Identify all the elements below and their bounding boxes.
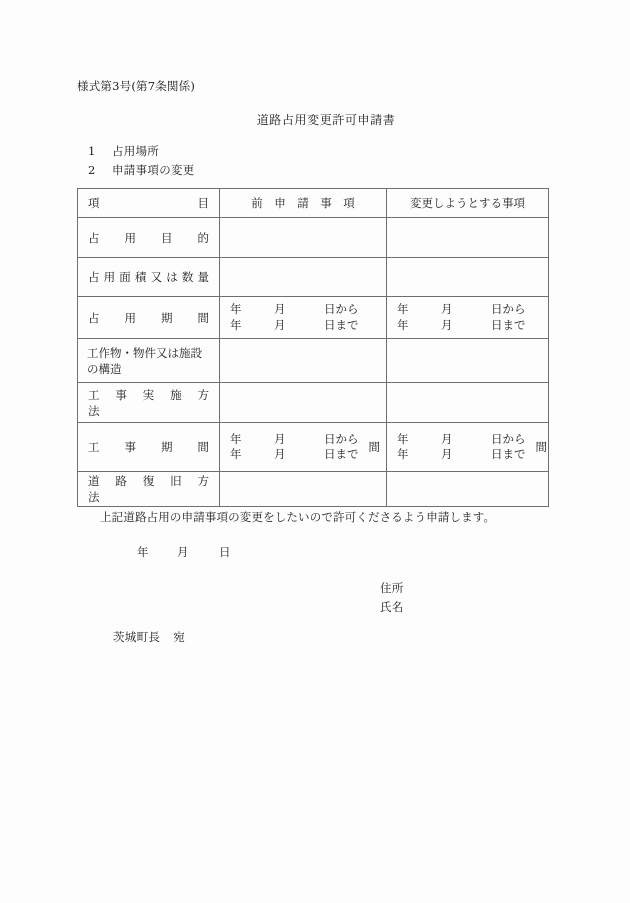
day-to-label: 日まで (491, 317, 526, 332)
application-statement: 上記道路占用の申請事項の変更をしたいので許可くださるよう申請します。 (100, 510, 496, 524)
list-item-number: 1 (88, 144, 96, 158)
year-label: 年 (230, 431, 242, 446)
month-label: 月 (274, 302, 286, 316)
year-label: 年 (137, 545, 149, 559)
row-label-occupancy-period (78, 297, 220, 339)
list-item-number: 2 (88, 163, 96, 177)
applicant-block (380, 579, 404, 617)
year-label: 年 (397, 431, 409, 446)
header-cell-changed (387, 189, 549, 218)
date-range-lines (397, 432, 526, 463)
header-label-item: 項 目 (88, 196, 209, 210)
submission-date-line (137, 544, 231, 560)
addressee-suffix: 宛 (173, 630, 186, 644)
field-occupancy-period-previous[interactable] (220, 297, 387, 339)
table-header-row (78, 189, 549, 218)
day-to-label: 日まで (491, 447, 526, 461)
field-road-restoration-previous[interactable] (220, 472, 387, 507)
month-label: 月 (441, 447, 453, 461)
header-cell-previous (220, 189, 387, 218)
table-row (78, 472, 549, 507)
list-item (88, 161, 195, 180)
field-road-restoration-changed[interactable] (387, 472, 549, 507)
row-label-text: 工 事 実 施 方 法 (88, 387, 221, 418)
day-from-label: 日から (324, 431, 359, 446)
day-from-label: 日から (491, 431, 526, 446)
table-row (78, 339, 549, 383)
addressee-line (113, 629, 185, 645)
addressee-title: 茨城町長 (113, 630, 161, 644)
form-number: 様式第3号(第7条関係) (77, 79, 196, 93)
header-label-previous: 前 申 請 事 項 (251, 196, 355, 210)
row-label-text: 占 用 期 間 (88, 310, 209, 325)
year-label: 年 (397, 447, 409, 461)
field-occupancy-area-previous[interactable] (220, 258, 387, 297)
date-range-to (230, 318, 380, 334)
date-range-lines (230, 302, 380, 333)
date-range-from (397, 432, 526, 448)
field-construction-period-changed[interactable] (387, 423, 549, 472)
field-occupancy-purpose-changed[interactable] (387, 218, 549, 258)
year-label: 年 (397, 302, 409, 316)
month-label: 月 (274, 447, 286, 461)
day-to-label: 日まで (324, 447, 359, 461)
row-label-construction-method (78, 383, 220, 423)
field-structure-changed[interactable] (387, 339, 549, 383)
list-item (88, 142, 195, 161)
row-label-occupancy-purpose (78, 218, 220, 258)
list-item-label: 占用場所 (112, 144, 160, 158)
date-range-lines (230, 432, 359, 463)
field-occupancy-area-changed[interactable] (387, 258, 549, 297)
date-range-lines (397, 302, 542, 333)
year-label: 年 (230, 302, 242, 316)
day-to-label: 日まで (324, 317, 359, 332)
field-occupancy-period-changed[interactable] (387, 297, 549, 339)
table-row (78, 258, 549, 297)
month-label: 月 (177, 545, 189, 559)
day-label: 日 (219, 545, 231, 559)
table-row (78, 383, 549, 423)
row-label-text: 工作物・物件又は施設の構造 (87, 345, 202, 376)
table-row (78, 297, 549, 339)
month-label: 月 (274, 317, 286, 332)
field-occupancy-purpose-previous[interactable] (220, 218, 387, 258)
row-label-text: 占用面積又は数量 (88, 270, 209, 284)
field-construction-method-previous[interactable] (220, 383, 387, 423)
date-range-from (397, 302, 542, 318)
date-range-to (397, 447, 526, 463)
name-label: 氏名 (380, 600, 404, 614)
date-range-to (397, 318, 542, 334)
table-row (78, 218, 549, 258)
day-from-label: 日から (324, 302, 359, 316)
header-label-changed: 変更しようとする事項 (410, 196, 525, 210)
row-label-structure (78, 339, 220, 383)
field-structure-previous[interactable] (220, 339, 387, 383)
date-range-to (230, 447, 359, 463)
numbered-item-list (88, 142, 195, 180)
year-label: 年 (230, 317, 242, 332)
header-cell-item (78, 189, 220, 218)
duration-suffix-label: 間 (368, 440, 380, 454)
row-label-occupancy-area (78, 258, 220, 297)
list-item-label: 申請事項の変更 (112, 163, 195, 177)
date-range-block (387, 302, 548, 333)
day-from-label: 日から (491, 302, 526, 316)
month-label: 月 (441, 431, 453, 446)
duration-suffix-label: 間 (535, 440, 547, 454)
application-change-table (77, 188, 549, 507)
date-range-block (220, 432, 386, 463)
row-label-road-restoration (78, 472, 220, 507)
address-label: 住所 (380, 581, 404, 595)
row-label-text: 道 路 復 旧 方 法 (88, 474, 221, 504)
field-construction-period-previous[interactable] (220, 423, 387, 472)
row-label-text: 工 事 期 間 (88, 440, 209, 454)
month-label: 月 (441, 302, 453, 316)
year-label: 年 (230, 447, 242, 461)
date-range-from (230, 432, 359, 448)
month-label: 月 (274, 431, 286, 446)
row-label-text: 占 用 目 的 (88, 230, 209, 245)
row-label-construction-period (78, 423, 220, 472)
table-row (78, 423, 549, 472)
field-construction-method-changed[interactable] (387, 383, 549, 423)
year-label: 年 (397, 317, 409, 332)
date-range-from (230, 302, 380, 318)
date-range-block (387, 432, 548, 463)
date-range-block (220, 302, 386, 333)
month-label: 月 (441, 317, 453, 332)
document-title: 道路占用変更許可申請書 (256, 113, 396, 127)
